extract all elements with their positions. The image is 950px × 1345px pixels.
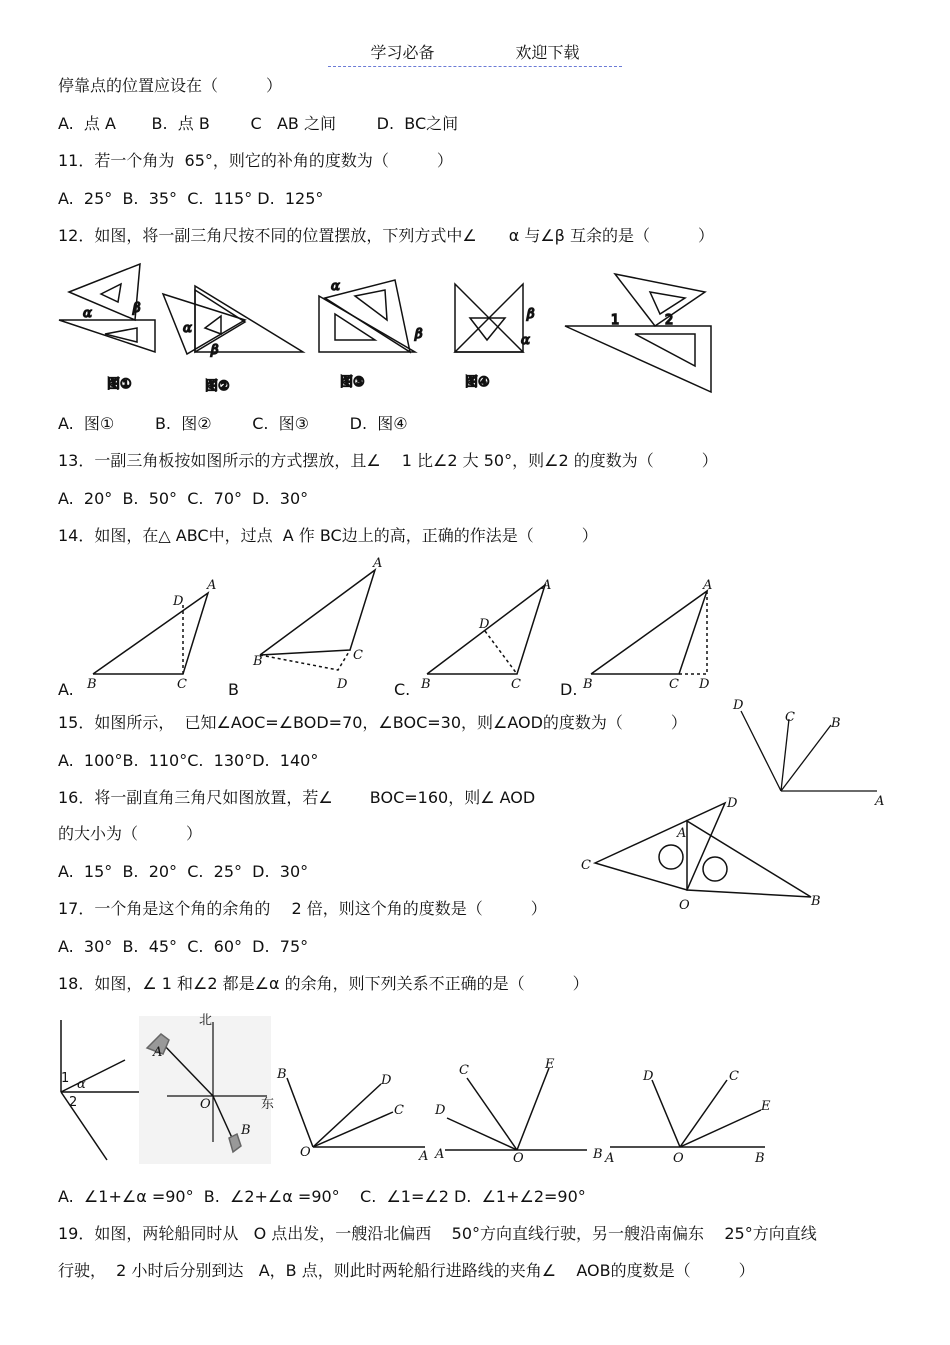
q14d-B: B	[583, 677, 593, 692]
q11-stem: 11．若一个角为 65°，则它的补角的度数为（ ）	[58, 151, 453, 170]
q18b-B: B	[241, 1123, 251, 1138]
q14a-A: A	[207, 578, 217, 593]
fig3-caption: 图③	[340, 375, 365, 390]
fig2-beta: β	[211, 343, 219, 358]
q16-stem-cont: 的大小为（ ）	[58, 824, 203, 843]
q18a-alpha: α	[77, 1077, 86, 1092]
q18c-D: D	[381, 1073, 392, 1088]
q16-stem: 16．将一副直角三角尺如图放置，若∠ BOC=160，则∠ AOD	[58, 788, 536, 807]
q14d-A: A	[703, 578, 713, 593]
q14-stem: 14．如图，在△ ABC中，过点 A 作 BC边上的高，正确的作法是（ ）	[58, 526, 598, 545]
q14b-B: B	[253, 654, 263, 669]
q18b-A: A	[153, 1045, 163, 1060]
q14b-A: A	[373, 556, 383, 571]
q18b-north: 北	[199, 1013, 213, 1028]
q17-options: A. 30° B. 45° C. 60° D. 75°	[58, 937, 309, 956]
q18c-C: C	[394, 1103, 404, 1118]
fig4-alpha: α	[521, 333, 530, 348]
header-right: 欢迎下载	[515, 43, 580, 62]
q15-A: A	[875, 794, 885, 805]
header-left: 学习必备	[370, 43, 435, 62]
q18c-B: B	[277, 1067, 287, 1082]
fig3-beta: β	[415, 327, 423, 342]
fig2-caption: 图②	[205, 379, 230, 394]
q14a-B: B	[87, 677, 97, 692]
q14-opt-a: A.	[58, 680, 74, 699]
fig4-beta: β	[527, 307, 535, 322]
fig2-alpha: α	[183, 321, 192, 336]
q14c-C: C	[511, 677, 521, 692]
fig5-label-2: 2	[665, 313, 674, 328]
q15-B: B	[831, 716, 841, 731]
q10-stem-end: 停靠点的位置应设在（ ）	[58, 76, 283, 95]
q18e-D: D	[643, 1069, 654, 1084]
q16-D: D	[727, 796, 738, 811]
q18e-B: B	[755, 1151, 765, 1166]
q16-B: B	[811, 894, 821, 909]
q14d-D: D	[699, 677, 710, 692]
q15-stem: 15．如图所示， 已知∠AOC=∠BOD=70，∠BOC=30，则∠AOD的度数为（ ）	[58, 713, 687, 732]
q12-figures	[55, 262, 725, 402]
q18d-B: B	[593, 1147, 603, 1162]
q11-options: A. 25° B. 35° C. 115° D. 125°	[58, 189, 324, 208]
q14c-A: A	[542, 578, 552, 593]
q13-options: A. 20° B. 50° C. 70° D. 30°	[58, 489, 309, 508]
q12-stem: 12．如图，将一副三角尺按不同的位置摆放，下列方式中∠ α 与∠β 互余的是（ ）	[58, 226, 714, 245]
q18a-1: 1	[61, 1071, 70, 1086]
q18b-east: 东	[261, 1097, 275, 1112]
q14a-C: C	[177, 677, 187, 692]
fig1-caption: 图①	[107, 377, 132, 392]
q18d-A: A	[435, 1147, 445, 1162]
fig4-caption: 图④	[465, 375, 490, 390]
q18d-E: E	[545, 1057, 555, 1072]
q14-opt-c: C.	[394, 680, 411, 699]
q18c-O: O	[300, 1145, 311, 1160]
q14d-C: C	[669, 677, 679, 692]
q18a-2: 2	[69, 1095, 78, 1110]
q14b-C: C	[353, 648, 363, 663]
q18d-C: C	[459, 1063, 469, 1078]
q19-stem-cont: 行驶， 2 小时后分别到达 A，B 点，则此时两轮船行进路线的夹角∠ AOB的度数是（ ）	[58, 1261, 755, 1280]
fig1-alpha: α	[83, 306, 92, 321]
q15-options: A. 100°B. 110°C. 130°D. 140°	[58, 751, 319, 770]
q16-O: O	[679, 898, 690, 913]
fig1-beta: β	[133, 301, 141, 316]
q18-figures	[55, 1010, 785, 1175]
q17-stem: 17．一个角是这个角的余角的 2 倍，则这个角的度数是（ ）	[58, 899, 547, 918]
fig5-label-1: 1	[611, 313, 620, 328]
q18e-A: A	[605, 1151, 615, 1166]
q18d-O: O	[513, 1151, 524, 1166]
q16-figure	[575, 785, 835, 920]
q14-opt-b: B	[228, 680, 239, 699]
q13-stem: 13．一副三角板按如图所示的方式摆放，且∠ 1 比∠2 大 50°，则∠2 的度数为（ ）	[58, 451, 718, 470]
q12-options: A. 图① B. 图② C. 图③ D. 图④	[58, 414, 408, 433]
fig3-alpha: α	[331, 279, 340, 294]
q18c-A: A	[419, 1149, 429, 1164]
q19-stem: 19．如图，两轮船同时从 O 点出发，一艘沿北偏西 50°方向直线行驶，另一艘沿南偏东 25°方向直线	[58, 1224, 817, 1243]
q14c-B: B	[421, 677, 431, 692]
q14b-D: D	[337, 677, 348, 692]
q16-options: A. 15° B. 20° C. 25° D. 30°	[58, 862, 309, 881]
q16-C: C	[581, 858, 591, 873]
q15-C: C	[785, 710, 795, 725]
q15-D: D	[733, 698, 744, 713]
q18e-C: C	[729, 1069, 739, 1084]
q14-opt-d: D.	[560, 680, 578, 699]
q14a-D: D	[173, 594, 184, 609]
q18e-O: O	[673, 1151, 684, 1166]
q18e-E: E	[761, 1099, 771, 1114]
q14c-D: D	[479, 617, 490, 632]
page-header	[0, 40, 950, 67]
q18d-D: D	[435, 1103, 446, 1118]
q16-A: A	[677, 826, 687, 841]
q18b-O: O	[200, 1097, 211, 1112]
q10-options: A. 点 A B. 点 B C AB 之间 D. BC之间	[58, 114, 459, 133]
q18-stem: 18．如图，∠ 1 和∠2 都是∠α 的余角，则下列关系不正确的是（ ）	[58, 974, 589, 993]
q18-options: A. ∠1+∠α =90° B. ∠2+∠α =90° C. ∠1=∠2 D. ∠1+∠2=90°	[58, 1187, 586, 1206]
